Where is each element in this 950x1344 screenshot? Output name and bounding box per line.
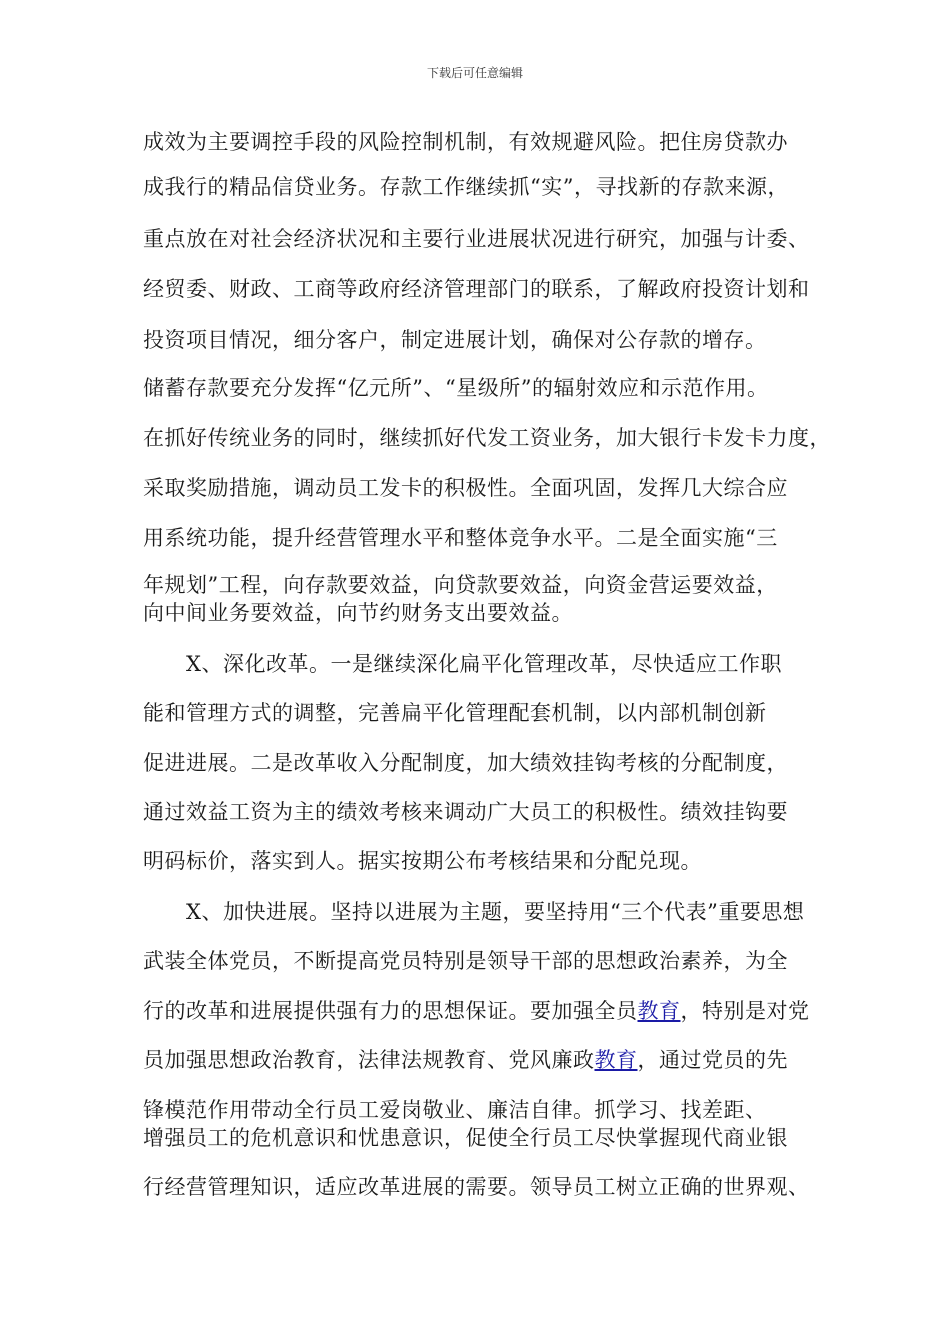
body-line: 储蓄存款要充分发挥“亿元所”、“星级所”的辐射效应和示范作用。: [143, 376, 769, 400]
body-line: 向中间业务要效益，向节约财务支出要效益。: [143, 601, 573, 625]
body-line: X、加快进展。坚持以进展为主题，要坚持用“三个代表”重要思想: [186, 900, 805, 924]
body-line: 促进进展。二是改革收入分配制度，加大绩效挂钩考核的分配制度，: [143, 751, 788, 775]
body-line: 重点放在对社会经济状况和主要行业进展状况进行研究，加强与计委、: [143, 227, 810, 251]
body-line: X、深化改革。一是继续深化扁平化管理改革，尽快适应工作职: [186, 652, 782, 676]
body-line: 通过效益工资为主的绩效考核来调动广大员工的积极性。绩效挂钩要: [143, 800, 788, 824]
body-text: 员加强思想政治教育，法律法规教育、党风廉政: [143, 1048, 595, 1072]
body-text: ，特别是对党: [680, 999, 810, 1023]
body-line: 能和管理方式的调整，完善扁平化管理配套机制，以内部机制创新: [143, 701, 767, 725]
body-text: 行的改革和进展提供强有力的思想保证。要加强全员: [143, 999, 638, 1023]
body-line: 成效为主要调控手段的风险控制机制，有效规避风险。把住房贷款办: [143, 130, 788, 154]
body-line: 用系统功能，提升经营管理水平和整体竞争水平。二是全面实施“三: [143, 526, 778, 550]
body-line: [143, 997, 810, 1025]
link-education[interactable]: 教育: [637, 999, 681, 1023]
page-header-note: 下载后可任意编辑: [426, 66, 523, 80]
body-text: ，通过党员的先: [637, 1048, 788, 1072]
body-line: 在抓好传统业务的同时，继续抓好代发工资业务，加大银行卡发卡力度，: [143, 426, 831, 450]
body-line: 锋模范作用带动全行员工爱岗敬业、廉洁自律。抓学习、找差距、: [143, 1098, 767, 1122]
body-line: 增强员工的危机意识和忧患意识，促使全行员工尽快掌握现代商业银: [143, 1126, 788, 1150]
body-line: 经贸委、财政、工商等政府经济管理部门的联系，了解政府投资计划和: [143, 277, 810, 301]
body-line: 明码标价，落实到人。据实按期公布考核结果和分配兑现。: [143, 849, 702, 873]
body-line: 成我行的精品信贷业务。存款工作继续抓“实”，寻找新的存款来源，: [143, 175, 789, 199]
body-line: 年规划”工程，向存款要效益，向贷款要效益，向资金营运要效益，: [143, 573, 778, 597]
body-line: 投资项目情况，细分客户，制定进展计划，确保对公存款的增存。: [143, 328, 767, 352]
body-line: [143, 1046, 788, 1074]
body-line: 武装全体党员，不断提高党员特别是领导干部的思想政治素养，为全: [143, 949, 788, 973]
link-education[interactable]: 教育: [594, 1048, 638, 1072]
body-line: 行经营管理知识，适应改革进展的需要。领导员工树立正确的世界观、: [143, 1175, 810, 1199]
body-line: 采取奖励措施，调动员工发卡的积极性。全面巩固，发挥几大综合应: [143, 476, 788, 500]
